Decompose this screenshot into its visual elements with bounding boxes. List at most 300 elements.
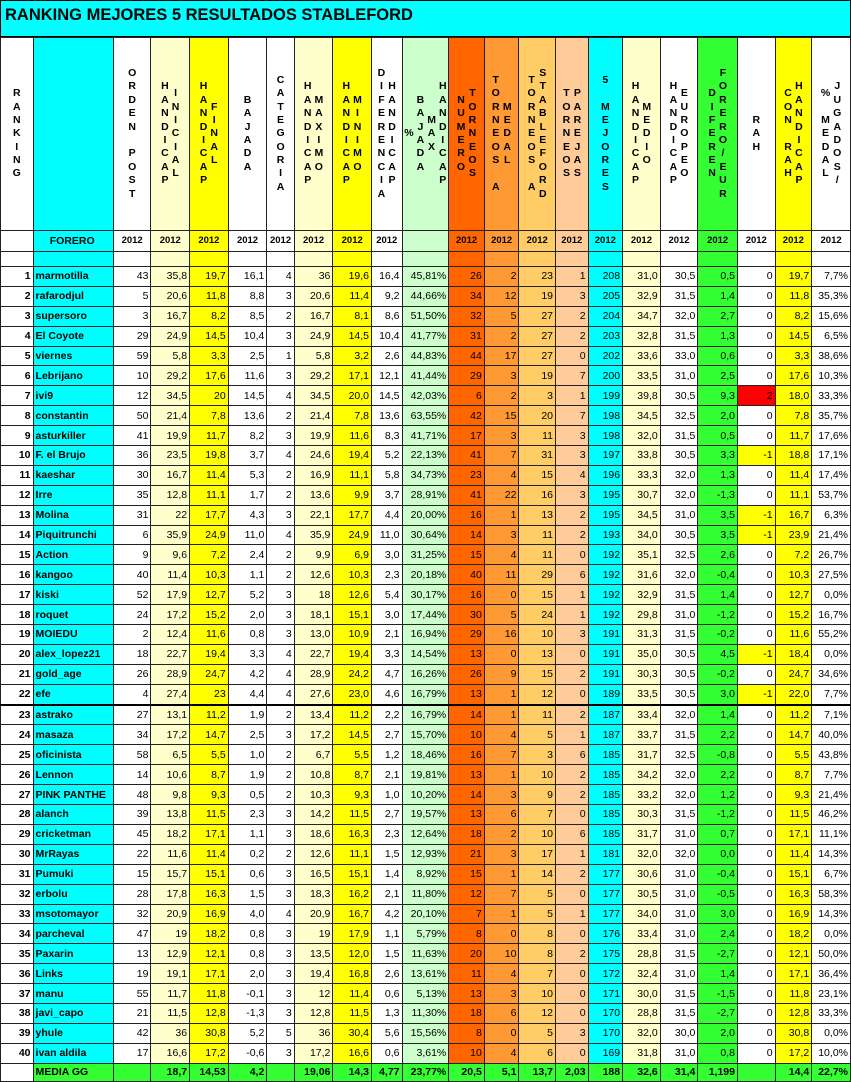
cell-diferencia-handicap: 2,3 <box>372 565 403 585</box>
cell-torneos-parejas: 6 <box>556 565 589 585</box>
cell-forero: Irre <box>33 485 113 505</box>
cell-torneos-stableford: 5 <box>519 1023 556 1043</box>
cell-mejores-5: 202 <box>588 346 623 366</box>
cell-diferencia-handicap: 1,3 <box>372 1003 403 1023</box>
cell-forero: Lebrijano <box>33 366 113 386</box>
cell-numero-torneos: 18 <box>449 1003 485 1023</box>
cell-bajada: 2,3 <box>228 805 267 825</box>
cell-rank: 39 <box>1 1023 34 1043</box>
cell-con-rah-handicap: 24,7 <box>775 664 812 684</box>
cell-pct-bajada: 18,46% <box>402 745 449 765</box>
cell-handicap-inicial: 28,9 <box>151 664 190 684</box>
cell-handicap-medio: 34,7 <box>623 306 661 326</box>
table-row <box>1 465 851 485</box>
cell-pct-medal: 10,3% <box>812 366 851 386</box>
cell-torneos-parejas: 0 <box>556 884 589 904</box>
cell-diferencia-handicap: 3,0 <box>372 545 403 565</box>
cell-categoria: 2 <box>267 465 294 485</box>
cell-handicap-final: 11,4 <box>190 465 229 485</box>
header-handicap-medio <box>623 38 661 231</box>
cell-handicap-europeo: 32,5 <box>660 545 698 565</box>
cell-numero-torneos: 32 <box>449 306 485 326</box>
cell-diferencia-handicap: 9,2 <box>372 286 403 306</box>
cell-con-rah-handicap: 22,0 <box>775 684 812 704</box>
table-row <box>1 1043 851 1063</box>
cell-mejores-5: 195 <box>588 505 623 525</box>
cell-handicap-medio: 34,0 <box>623 525 661 545</box>
year-cell: 2012 <box>588 231 623 252</box>
cell-handicap-europeo: 30,5 <box>660 446 698 466</box>
cell-rank: 1 <box>1 267 34 287</box>
cell-handicap-inicial: 35,9 <box>151 525 190 545</box>
cell-handicap-medio: 31,7 <box>623 824 661 844</box>
cell-con-rah-handicap: 8,2 <box>775 306 812 326</box>
cell-handicap-minimo: 14,5 <box>333 725 372 745</box>
header-word: H A N D I C A P <box>795 80 803 187</box>
year-cell: 2012 <box>519 231 556 252</box>
cell-handicap-medio: 31,0 <box>623 267 661 287</box>
cell-pct-medal: 46,2% <box>812 805 851 825</box>
cell-categoria: 2 <box>267 785 294 805</box>
table-row <box>1 725 851 745</box>
cell-mejores-5: 169 <box>588 1043 623 1063</box>
cell-bajada: 2,0 <box>228 964 267 984</box>
cell-rah: 0 <box>737 625 775 645</box>
cell-handicap-inicial: 23,5 <box>151 446 190 466</box>
cell-diferencia-handicap: 2,1 <box>372 884 403 904</box>
cell-diferen-forero-eur: -0,8 <box>698 745 738 765</box>
cell-handicap-maximo: 20,9 <box>294 904 333 924</box>
cell-pct-bajada: 20,00% <box>402 505 449 525</box>
cell-con-rah-handicap: 30,8 <box>775 1023 812 1043</box>
cell-categoria: 3 <box>267 824 294 844</box>
cell-handicap-minimo: 11,1 <box>333 844 372 864</box>
cell-handicap-medio: 32,0 <box>623 426 661 446</box>
cell-handicap-medio: 31,8 <box>623 1043 661 1063</box>
avg-pct-bajada: 23,77% <box>402 1063 449 1081</box>
year-cell: 2012 <box>775 231 812 252</box>
cell-rah: 0 <box>737 545 775 565</box>
cell-pct-medal: 6,3% <box>812 505 851 525</box>
cell-handicap-minimo: 11,5 <box>333 1003 372 1023</box>
cell-diferencia-handicap: 1,5 <box>372 844 403 864</box>
cell-handicap-europeo: 31,5 <box>660 585 698 605</box>
cell-con-rah-handicap: 16,7 <box>775 505 812 525</box>
cell-numero-torneos: 29 <box>449 366 485 386</box>
header-word: H A N D I C A P <box>388 80 396 187</box>
cell-handicap-maximo: 29,2 <box>294 366 333 386</box>
cell-torneos-medal: 0 <box>484 644 519 664</box>
cell-handicap-europeo: 31,0 <box>660 864 698 884</box>
cell-handicap-europeo: 30,5 <box>660 664 698 684</box>
cell-categoria: 3 <box>267 585 294 605</box>
cell-orden-post: 39 <box>113 805 151 825</box>
cell-mejores-5: 177 <box>588 884 623 904</box>
cell-torneos-medal: 4 <box>484 725 519 745</box>
cell-rah: 0 <box>737 585 775 605</box>
avg-diferencia-handicap: 4,77 <box>372 1063 403 1081</box>
spacer-cell <box>556 252 589 267</box>
cell-numero-torneos: 11 <box>449 964 485 984</box>
cell-torneos-stableford: 9 <box>519 785 556 805</box>
cell-handicap-europeo: 32,0 <box>660 785 698 805</box>
avg-rah <box>737 1063 775 1081</box>
cell-handicap-europeo: 32,5 <box>660 406 698 426</box>
avg-mejores-5: 188 <box>588 1063 623 1081</box>
cell-mejores-5: 197 <box>588 446 623 466</box>
cell-handicap-minimo: 11,2 <box>333 705 372 725</box>
cell-categoria: 3 <box>267 924 294 944</box>
table-row <box>1 485 851 505</box>
cell-rah: 0 <box>737 1023 775 1043</box>
cell-rah: 0 <box>737 824 775 844</box>
header-word: I N I C I A L <box>171 87 180 180</box>
cell-orden-post: 13 <box>113 944 151 964</box>
spacer-cell <box>484 252 519 267</box>
avg-handicap-inicial: 18,7 <box>151 1063 190 1081</box>
cell-mejores-5: 185 <box>588 745 623 765</box>
cell-handicap-europeo: 31,5 <box>660 286 698 306</box>
cell-bajada: 1,9 <box>228 765 267 785</box>
cell-con-rah-handicap: 10,3 <box>775 565 812 585</box>
cell-pct-bajada: 20,18% <box>402 565 449 585</box>
cell-rah: 2 <box>737 386 775 406</box>
cell-handicap-inicial: 19 <box>151 924 190 944</box>
cell-handicap-final: 11,2 <box>190 705 229 725</box>
cell-handicap-final: 14,5 <box>190 326 229 346</box>
cell-handicap-maximo: 18 <box>294 585 333 605</box>
cell-handicap-medio: 33,5 <box>623 684 661 704</box>
header-word: R A H <box>752 113 761 153</box>
avg-torneos-medal: 5,1 <box>484 1063 519 1081</box>
header-word: H A N D I C A P <box>342 80 351 187</box>
cell-diferen-forero-eur: 0,5 <box>698 426 738 446</box>
avg-diferen-forero-eur: 1,199 <box>698 1063 738 1081</box>
year-cell: 2012 <box>660 231 698 252</box>
cell-handicap-maximo: 18,3 <box>294 884 333 904</box>
cell-handicap-europeo: 31,0 <box>660 924 698 944</box>
cell-torneos-stableford: 11 <box>519 525 556 545</box>
cell-bajada: 4,3 <box>228 505 267 525</box>
cell-torneos-stableford: 27 <box>519 306 556 326</box>
cell-con-rah-handicap: 17,1 <box>775 824 812 844</box>
cell-handicap-europeo: 33,0 <box>660 346 698 366</box>
header-numero-torneos <box>449 38 485 231</box>
avg-categoria <box>267 1063 294 1081</box>
cell-con-rah-handicap: 12,8 <box>775 1003 812 1023</box>
cell-mejores-5: 200 <box>588 366 623 386</box>
cell-handicap-inicial: 5,8 <box>151 346 190 366</box>
cell-rah: 0 <box>737 346 775 366</box>
table-row <box>1 366 851 386</box>
cell-numero-torneos: 34 <box>449 286 485 306</box>
header-word: 5 M E J O R E S <box>600 73 610 193</box>
cell-rank: 5 <box>1 346 34 366</box>
cell-forero: gold_age <box>33 664 113 684</box>
table-row <box>1 585 851 605</box>
spacer-cell <box>660 252 698 267</box>
cell-handicap-medio: 32,8 <box>623 326 661 346</box>
cell-mejores-5: 208 <box>588 267 623 287</box>
cell-pct-bajada: 17,44% <box>402 605 449 625</box>
header-word: T O R N E O S <box>562 87 571 180</box>
avg-rank <box>1 1063 34 1081</box>
cell-handicap-inicial: 17,9 <box>151 585 190 605</box>
cell-rank: 28 <box>1 805 34 825</box>
cell-handicap-final: 17,2 <box>190 1043 229 1063</box>
cell-mejores-5: 185 <box>588 785 623 805</box>
spacer-cell <box>228 252 267 267</box>
year-cell-empty <box>402 231 449 252</box>
cell-con-rah-handicap: 17,6 <box>775 366 812 386</box>
cell-rah: -1 <box>737 644 775 664</box>
cell-bajada: 5,2 <box>228 585 267 605</box>
cell-handicap-final: 10,3 <box>190 565 229 585</box>
cell-categoria: 2 <box>267 765 294 785</box>
cell-torneos-parejas: 1 <box>556 386 589 406</box>
cell-pct-bajada: 63,55% <box>402 406 449 426</box>
avg-torneos-stableford: 13,7 <box>519 1063 556 1081</box>
header-torneos-stableford <box>519 38 556 231</box>
ranking-table <box>0 37 851 1082</box>
year-cell: 2012 <box>294 231 333 252</box>
cell-mejores-5: 196 <box>588 465 623 485</box>
avg-torneos-parejas: 2,03 <box>556 1063 589 1081</box>
cell-forero: Paxarin <box>33 944 113 964</box>
cell-handicap-medio: 32,0 <box>623 1023 661 1043</box>
cell-numero-torneos: 23 <box>449 465 485 485</box>
cell-bajada: 0,5 <box>228 785 267 805</box>
cell-handicap-maximo: 14,2 <box>294 805 333 825</box>
cell-torneos-medal: 1 <box>484 904 519 924</box>
cell-handicap-minimo: 6,9 <box>333 545 372 565</box>
cell-pct-bajada: 5,13% <box>402 984 449 1004</box>
cell-rah: 0 <box>737 864 775 884</box>
cell-rank: 25 <box>1 745 34 765</box>
cell-categoria: 3 <box>267 864 294 884</box>
cell-mejores-5: 176 <box>588 924 623 944</box>
cell-mejores-5: 203 <box>588 326 623 346</box>
cell-handicap-inicial: 22,7 <box>151 644 190 664</box>
cell-rah: 0 <box>737 984 775 1004</box>
cell-handicap-minimo: 19,6 <box>333 267 372 287</box>
cell-torneos-medal: 1 <box>484 765 519 785</box>
cell-handicap-final: 11,5 <box>190 805 229 825</box>
cell-rah: 0 <box>737 465 775 485</box>
spacer-cell <box>775 252 812 267</box>
cell-handicap-medio: 33,6 <box>623 346 661 366</box>
spacer-cell <box>333 252 372 267</box>
cell-rah: 0 <box>737 565 775 585</box>
cell-torneos-parejas: 0 <box>556 346 589 366</box>
cell-mejores-5: 181 <box>588 844 623 864</box>
cell-pct-bajada: 19,81% <box>402 765 449 785</box>
cell-con-rah-handicap: 11,7 <box>775 426 812 446</box>
header-handicap-inicial <box>151 38 190 231</box>
cell-handicap-medio: 35,1 <box>623 545 661 565</box>
cell-torneos-medal: 0 <box>484 924 519 944</box>
cell-handicap-europeo: 31,0 <box>660 605 698 625</box>
avg-con-rah-handicap: 14,4 <box>775 1063 812 1081</box>
cell-bajada: 8,2 <box>228 426 267 446</box>
cell-numero-torneos: 14 <box>449 525 485 545</box>
cell-rah: 0 <box>737 326 775 346</box>
spacer-cell <box>737 252 775 267</box>
cell-forero: PINK PANTHE <box>33 785 113 805</box>
cell-torneos-stableford: 5 <box>519 725 556 745</box>
cell-torneos-stableford: 14 <box>519 864 556 884</box>
cell-mejores-5: 192 <box>588 585 623 605</box>
cell-orden-post: 30 <box>113 465 151 485</box>
spacer-cell <box>812 252 851 267</box>
cell-rank: 15 <box>1 545 34 565</box>
cell-diferen-forero-eur: 3,3 <box>698 446 738 466</box>
cell-torneos-stableford: 10 <box>519 765 556 785</box>
cell-con-rah-handicap: 9,3 <box>775 785 812 805</box>
cell-torneos-medal: 0 <box>484 1023 519 1043</box>
cell-numero-torneos: 16 <box>449 505 485 525</box>
cell-categoria: 3 <box>267 1003 294 1023</box>
cell-categoria: 2 <box>267 306 294 326</box>
cell-mejores-5: 177 <box>588 864 623 884</box>
header-handicap-maximo <box>294 38 333 231</box>
cell-handicap-maximo: 9,9 <box>294 545 333 565</box>
cell-rank: 19 <box>1 625 34 645</box>
cell-con-rah-handicap: 7,2 <box>775 545 812 565</box>
cell-diferencia-handicap: 1,5 <box>372 944 403 964</box>
cell-handicap-final: 17,6 <box>190 366 229 386</box>
cell-pct-bajada: 16,79% <box>402 705 449 725</box>
cell-rah: 0 <box>737 944 775 964</box>
cell-numero-torneos: 29 <box>449 625 485 645</box>
cell-orden-post: 31 <box>113 505 151 525</box>
cell-pct-medal: 53,7% <box>812 485 851 505</box>
year-cell: 2012 <box>737 231 775 252</box>
cell-torneos-parejas: 2 <box>556 785 589 805</box>
cell-con-rah-handicap: 11,5 <box>775 805 812 825</box>
cell-pct-bajada: 14,54% <box>402 644 449 664</box>
cell-handicap-maximo: 13,4 <box>294 705 333 725</box>
cell-pct-medal: 21,4% <box>812 525 851 545</box>
cell-diferencia-handicap: 1,2 <box>372 745 403 765</box>
cell-forero: astrako <box>33 705 113 725</box>
cell-pct-bajada: 20,10% <box>402 904 449 924</box>
cell-torneos-stableford: 11 <box>519 545 556 565</box>
cell-forero: parcheval <box>33 924 113 944</box>
cell-bajada: 5,2 <box>228 1023 267 1043</box>
cell-handicap-maximo: 18,1 <box>294 605 333 625</box>
cell-torneos-parejas: 0 <box>556 984 589 1004</box>
cell-handicap-europeo: 31,0 <box>660 505 698 525</box>
cell-handicap-minimo: 17,7 <box>333 505 372 525</box>
cell-numero-torneos: 26 <box>449 664 485 684</box>
cell-bajada: 1,9 <box>228 705 267 725</box>
cell-handicap-medio: 39,8 <box>623 386 661 406</box>
cell-handicap-europeo: 32,0 <box>660 705 698 725</box>
cell-rank: 2 <box>1 286 34 306</box>
cell-bajada: -1,3 <box>228 1003 267 1023</box>
cell-handicap-maximo: 28,9 <box>294 664 333 684</box>
cell-handicap-medio: 30,5 <box>623 884 661 904</box>
cell-torneos-medal: 2 <box>484 824 519 844</box>
cell-pct-bajada: 44,66% <box>402 286 449 306</box>
cell-rah: -1 <box>737 505 775 525</box>
cell-handicap-europeo: 31,0 <box>660 824 698 844</box>
year-cell: 2012 <box>449 231 485 252</box>
cell-torneos-medal: 22 <box>484 485 519 505</box>
cell-diferencia-handicap: 2,7 <box>372 805 403 825</box>
spacer-cell <box>1 252 34 267</box>
cell-rah: -1 <box>737 525 775 545</box>
cell-con-rah-handicap: 14,7 <box>775 725 812 745</box>
cell-pct-medal: 15,6% <box>812 306 851 326</box>
cell-handicap-europeo: 31,5 <box>660 984 698 1004</box>
cell-handicap-minimo: 11,6 <box>333 426 372 446</box>
cell-diferen-forero-eur: -1,2 <box>698 805 738 825</box>
cell-diferen-forero-eur: 1,2 <box>698 785 738 805</box>
cell-torneos-parejas: 2 <box>556 326 589 346</box>
cell-handicap-inicial: 34,5 <box>151 386 190 406</box>
cell-handicap-inicial: 11,7 <box>151 984 190 1004</box>
table-row <box>1 625 851 645</box>
cell-handicap-maximo: 21,4 <box>294 406 333 426</box>
sheet-title: RANKING MEJORES 5 RESULTADOS STABLEFORD <box>0 0 851 37</box>
cell-handicap-final: 11,8 <box>190 286 229 306</box>
header-torneos-parejas <box>556 38 589 231</box>
cell-diferencia-handicap: 1,0 <box>372 785 403 805</box>
header-mejores-5 <box>588 38 623 231</box>
cell-handicap-inicial: 16,7 <box>151 306 190 326</box>
cell-con-rah-handicap: 23,9 <box>775 525 812 545</box>
cell-torneos-parejas: 0 <box>556 964 589 984</box>
cell-rank: 26 <box>1 765 34 785</box>
cell-diferencia-handicap: 4,4 <box>372 505 403 525</box>
cell-numero-torneos: 6 <box>449 386 485 406</box>
cell-diferen-forero-eur: 2,2 <box>698 725 738 745</box>
cell-handicap-minimo: 24,9 <box>333 525 372 545</box>
cell-handicap-inicial: 11,4 <box>151 565 190 585</box>
cell-orden-post: 41 <box>113 426 151 446</box>
cell-categoria: 2 <box>267 745 294 765</box>
cell-handicap-medio: 29,8 <box>623 605 661 625</box>
header-con-rah-handicap <box>775 38 812 231</box>
cell-diferen-forero-eur: -0,4 <box>698 864 738 884</box>
table-row <box>1 426 851 446</box>
cell-mejores-5: 170 <box>588 1003 623 1023</box>
cell-forero: alex_lopez21 <box>33 644 113 664</box>
cell-pct-bajada: 41,44% <box>402 366 449 386</box>
cell-handicap-europeo: 30,0 <box>660 1023 698 1043</box>
cell-handicap-minimo: 15,1 <box>333 605 372 625</box>
cell-handicap-maximo: 22,1 <box>294 505 333 525</box>
cell-pct-bajada: 10,20% <box>402 785 449 805</box>
cell-handicap-maximo: 17,2 <box>294 725 333 745</box>
cell-rank: 29 <box>1 824 34 844</box>
cell-con-rah-handicap: 3,3 <box>775 346 812 366</box>
year-cell: 2012 <box>372 231 403 252</box>
cell-mejores-5: 195 <box>588 485 623 505</box>
table-row <box>1 306 851 326</box>
cell-torneos-stableford: 19 <box>519 366 556 386</box>
cell-handicap-maximo: 20,6 <box>294 286 333 306</box>
cell-categoria: 4 <box>267 664 294 684</box>
cell-handicap-maximo: 16,9 <box>294 465 333 485</box>
cell-diferen-forero-eur: 2,0 <box>698 406 738 426</box>
cell-rank: 35 <box>1 944 34 964</box>
cell-torneos-parejas: 1 <box>556 585 589 605</box>
cell-orden-post: 35 <box>113 485 151 505</box>
table-row <box>1 406 851 426</box>
